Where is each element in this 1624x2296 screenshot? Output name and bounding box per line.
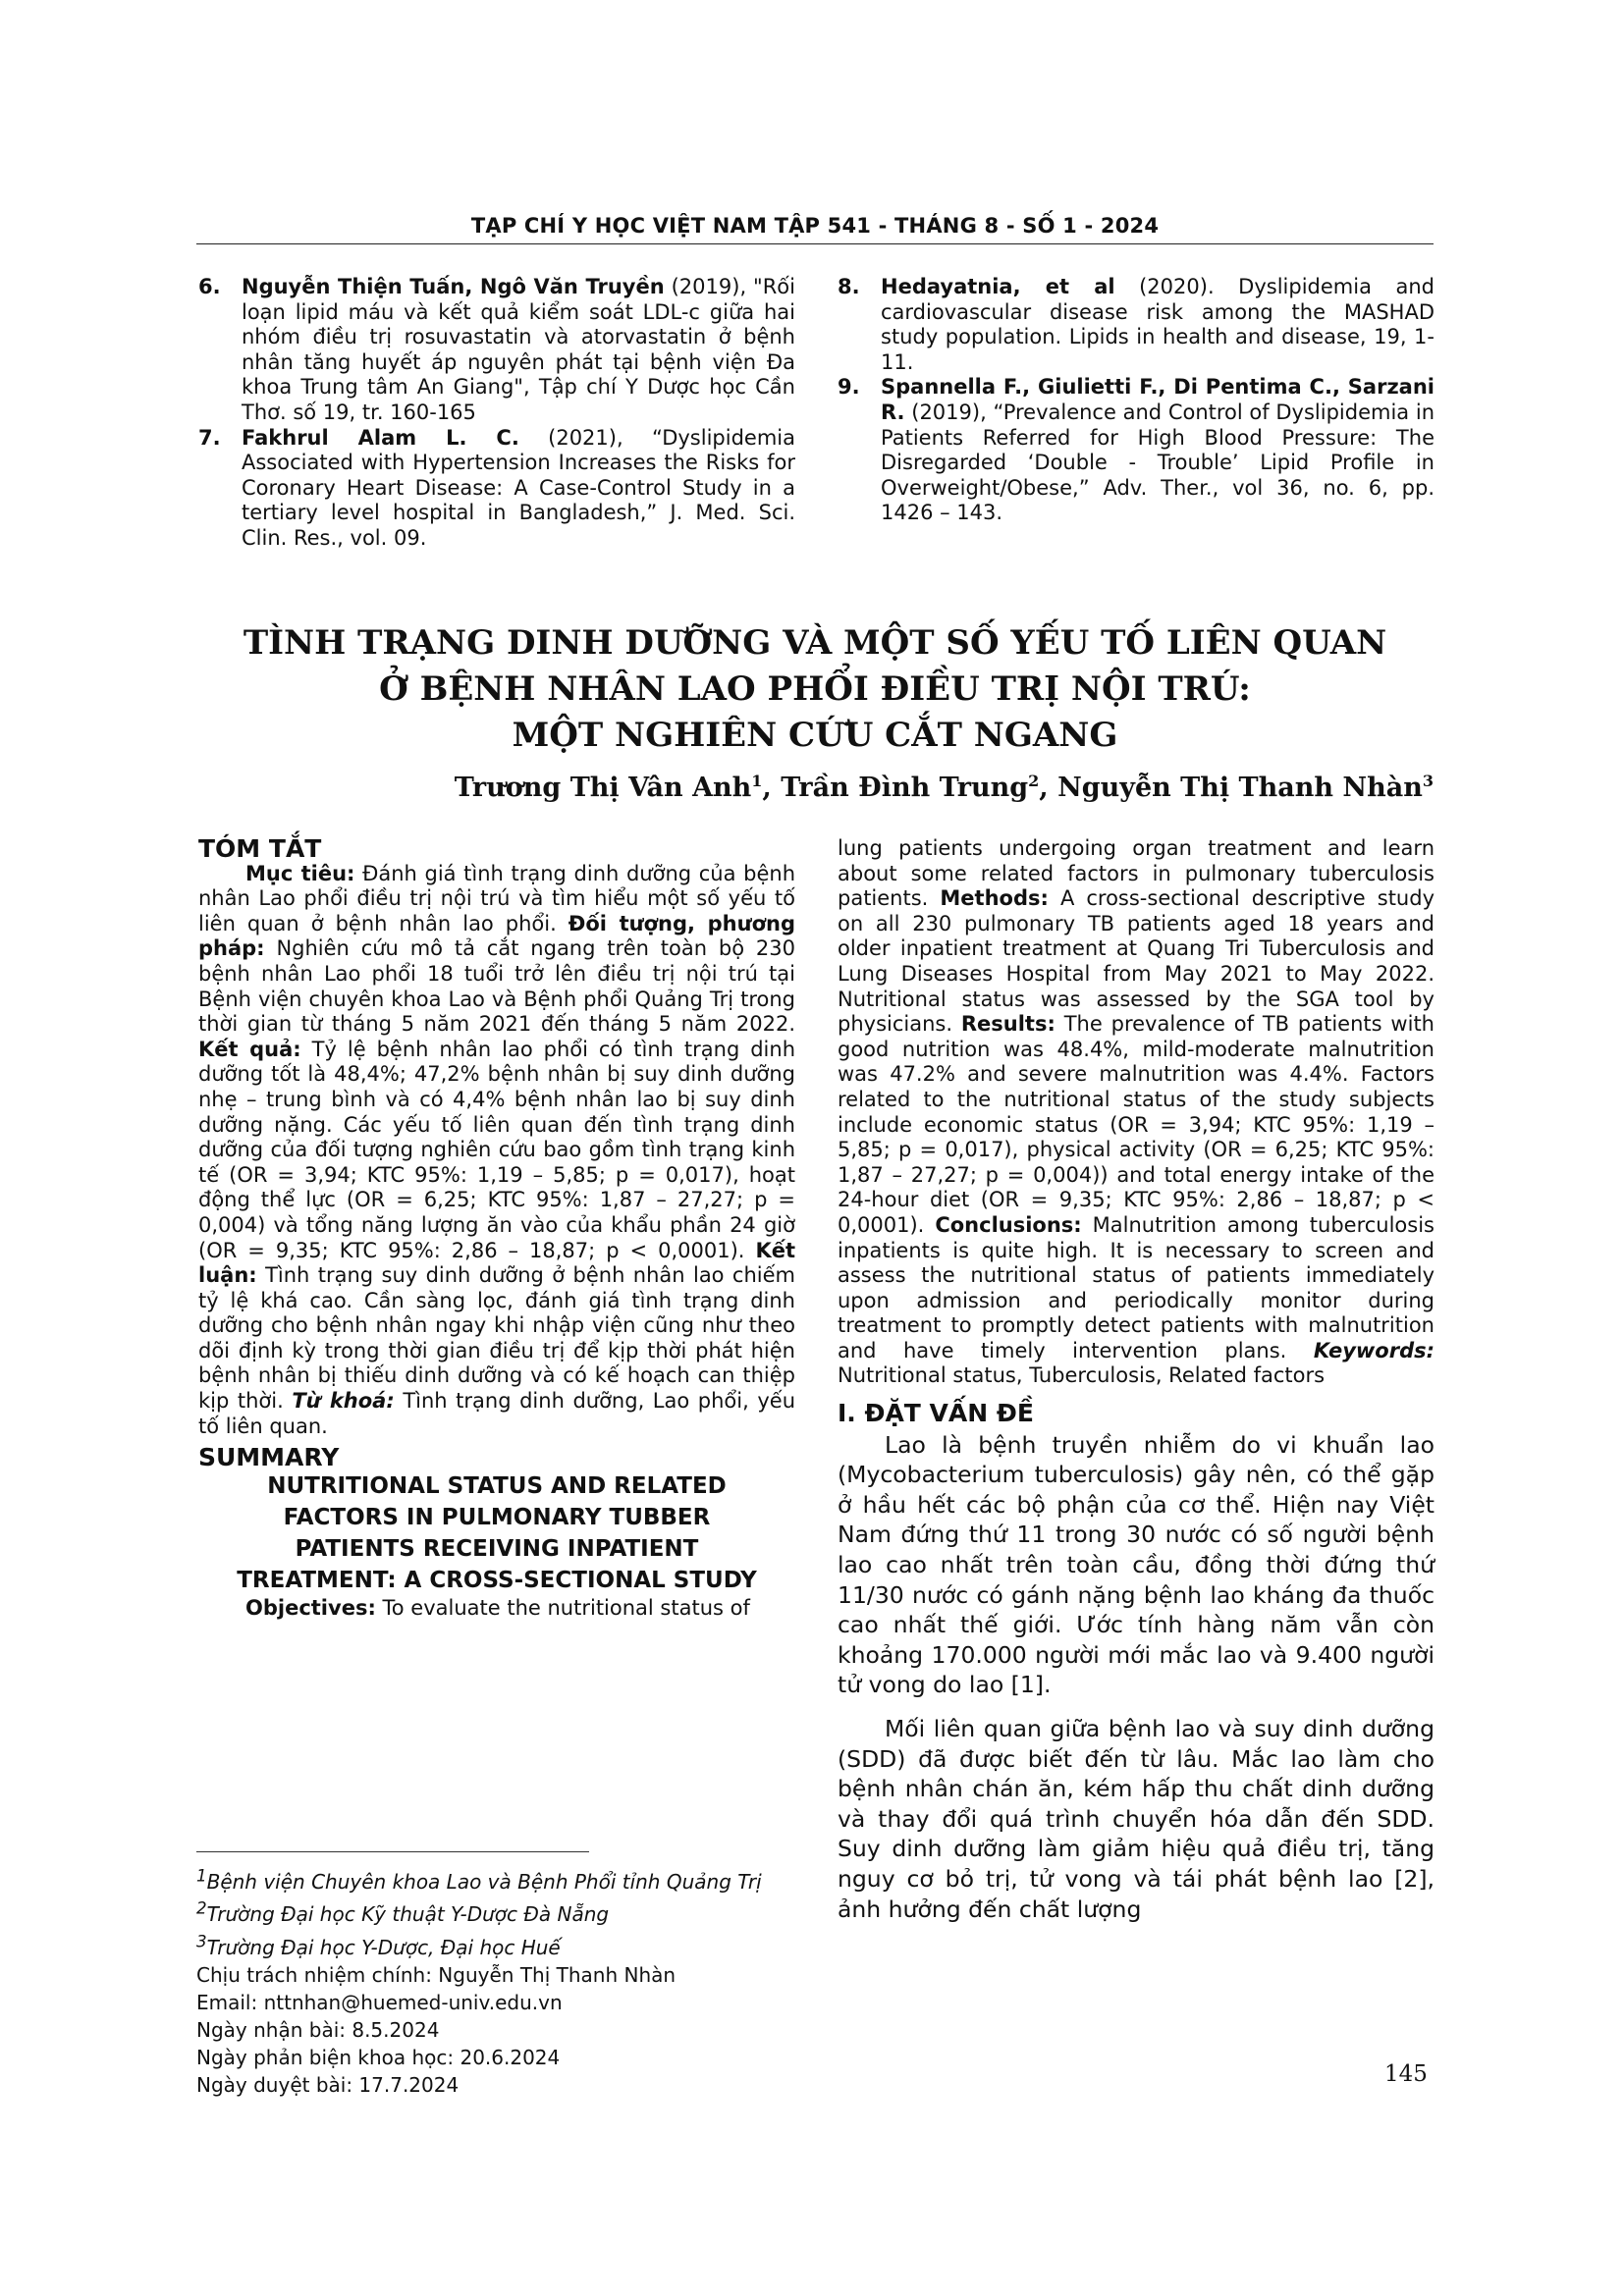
footnotes: $^1$Bệnh viện Chuyên khoa Lao và Bệnh Phổi tỉnh Quảng Trị $^2$Trường Đại học Kỹ thuật Y-Dược Đà Nẵng $^3$Trường Đại học Y-Dược, Đại học Huế Chịu trách nhiệm chính: Nguyễn Thị Thanh Nhàn Email: nttnhan@huemed-univ.edu.vn Ngày nhận bài: 8.5.2024 Ngày phản biện khoa học: 20.6.2024 Ngày duyệt bài: 17.7.2024 [196, 1866, 762, 2097]
header-rule [196, 243, 1434, 244]
abstract-heading: TÓM TẮT [198, 834, 322, 863]
intro-body [838, 1430, 1435, 1925]
reference-item: 7. Fakhrul Alam L. C. (2021), “Dyslipidemia Associated with Hypertension Increases the Risks for Coronary Heart Disease: A Case-Control Study in a tertiary level hospital in Bangladesh,” J. Med. Sci. Clin. Res., vol. 09. [198, 425, 795, 550]
references-right [838, 275, 1435, 526]
left-column [198, 836, 795, 1621]
corresponding-author: Chịu trách nhiệm chính: Nguyễn Thị Thanh Nhàn [196, 1962, 677, 1987]
author-name: Trần Đình Trung [781, 773, 1029, 803]
author-name: Trương Thị Vân Anh [454, 773, 752, 803]
reference-item: 9. Spannella F., Giulietti F., Di Pentima C., Sarzani R. (2019), “Prevalence and Control of Dyslipidemia in Patients Referred for High Blood Pressure: The Disregarded ‘Double - Trouble’ Lipid Profile in Overweight/Obese,” Adv. Ther., vol 36, no. 6, pp. 1426 – 143. [838, 375, 1435, 525]
summary-text: lung patients undergoing organ treatment and learn about some related factors in pulmonary tuberculosis patients. Methods: A cross-sectional descriptive study on all 230 pulmonary TB patients aged 18 years and older inpatient treatment at Quang Tri Tuberculosis and Lung Diseases Hospital from May 2021 to May 2022. Nutritional status was assessed by the SGA tool by physicians. Results: The prevalence of TB patients with good nutrition was 48.4%, mild-moderate malnutrition was 47.2% and severe malnutrition was 4.4%. Factors related to the nutritional status of the study subjects include economic status (OR = 3,94; KTC 95%: 1,19 – 5,85; p = 0,017), physical activity (OR = 6,25; KTC 95%: 1,87 – 27,27; p = 0,004)) and total energy intake of the 24-hour diet (OR = 9,35; KTC 95%: 2,86 – 18,87; p < 0,0001). Conclusions: Malnutrition among tuberculosis inpatients is quite high. It is necessary to screen and assess the nutritional status of patients immediately upon admission and periodically monitor during treatment to promptly detect patients with malnutrition and have timely intervention plans. Keywords: Nutritional status, Tuberculosis, Related factors [838, 836, 1435, 1388]
intro-paragraph: Mối liên quan giữa bệnh lao và suy dinh dưỡng (SDD) đã được biết đến từ lâu. Mắc lao làm cho bệnh nhân chán ăn, kém hấp thu chất dinh dưỡng và thay đổi quá trình chuyển hóa dẫn đến SDD. Suy dinh dưỡng làm giảm hiệu quả điều trị, tăng nguy cơ bỏ trị, tử vong và tái phát bệnh lao [2], ảnh hưởng đến chất lượng [838, 1715, 1435, 1923]
affiliation: Trường Đại học Y-Dược, Đại học Huế [206, 1935, 561, 1959]
affiliation: Trường Đại học Kỹ thuật Y-Dược Đà Nẵng [206, 1902, 610, 1927]
intro-paragraph: Lao là bệnh truyền nhiễm do vi khuẩn lao (Mycobacterium tuberculosis) gây nên, có thể gặp ở hầu hết các bộ phận của cơ thể. Hiện nay Việt Nam đứng thứ 11 trong 30 nước có số người bệnh lao cao nhất trên toàn cầu, đồng thời đứng thứ 11/30 nước có gánh nặng bệnh lao kháng đa thuốc cao nhất thế giới. Ước tính hàng năm vẫn còn khoảng 170.000 người mới mắc lao và 9.400 người tử vong do lao [1]. [838, 1430, 1435, 1699]
author-name: Nguyễn Thị Thanh Nhàn [1057, 773, 1423, 803]
intro-heading: I. ĐẶT VẤN ĐỀ [838, 1399, 1034, 1428]
reference-item: 8. Hedayatnia, et al (2020). Dyslipidemia and cardiovascular disease risk among the MASHAD study population. Lipids in health and disease, 19, 1-11. [838, 275, 1435, 374]
accepted-date: Ngày duyệt bài: 17.7.2024 [196, 2072, 460, 2097]
abstract-vi-text: Mục tiêu: Đánh giá tình trạng dinh dưỡng của bệnh nhân Lao phổi điều trị nội trú và tìm hiểu một số yếu tố liên quan ở bệnh nhân lao phổi. Đối tượng, phương pháp: Nghiên cứu mô tả cắt ngang trên toàn bộ 230 bệnh nhân Lao phổi 18 tuổi trở lên điều trị nội trú tại Bệnh viện chuyên khoa Lao và Bệnh phổi Quảng Trị trong thời gian từ tháng 5 năm 2021 đến tháng 5 năm 2022. Kết quả: Tỷ lệ bệnh nhân lao phổi có tình trạng dinh dưỡng tốt là 48,4%; 47,2% bệnh nhân bị suy dinh dưỡng nhẹ – trung bình và có 4,4% bệnh nhân lao bị suy dinh dưỡng nặng. Các yếu tố liên quan đến tình trạng dinh dưỡng của đối tượng nghiên cứu bao gồm tình trạng kinh tế (OR = 3,94; KTC 95%: 1,19 – 5,85; p = 0,017), hoạt động thể lực (OR = 6,25; KTC 95%: 1,87 – 27,27; p = 0,004) và tổng năng lượng ăn vào của khẩu phần 24 giờ (OR = 9,35; KTC 95%: 2,86 – 18,87; p < 0,0001). Kết luận: Tình trạng suy dinh dưỡng ở bệnh nhân lao chiếm tỷ lệ khá cao. Cần sàng lọc, đánh giá tình trạng dinh dưỡng cho bệnh nhân ngay khi nhập viện cũng như theo dõi định kỳ trong thời gian điều trị để kịp thời phát hiện bệnh nhân bị thiếu dinh dưỡng và có kế hoạch can thiệp kịp thời. Từ khoá: Tình trạng dinh dưỡng, Lao phổi, yếu tố liên quan. [198, 861, 796, 1438]
email: Email: nttnhan@huemed-univ.edu.vn [196, 1990, 563, 2014]
summary-title: NUTRITIONAL STATUS AND RELATED FACTORS IN PULMONARY TUBBER PATIENTS RECEIVING INPATIENT TREATMENT: A CROSS-SECTIONAL STUDY [237, 1472, 757, 1593]
affiliation: Bệnh viện Chuyên khoa Lao và Bệnh Phổi tỉnh Quảng Trị [206, 1869, 762, 1894]
footnote-rule [196, 1851, 589, 1852]
page-number: 145 [1384, 2061, 1428, 2087]
reviewed-date: Ngày phản biện khoa học: 20.6.2024 [196, 2045, 561, 2069]
right-column [838, 836, 1435, 1924]
references-left [198, 275, 795, 552]
summary-heading: SUMMARY [198, 1443, 340, 1472]
received-date: Ngày nhận bài: 8.5.2024 [196, 2017, 440, 2042]
article-title: TÌNH TRẠNG DINH DƯỠNG VÀ MỘT SỐ YẾU TỐ LIÊN QUAN Ở BỆNH NHÂN LAO PHỔI ĐIỀU TRỊ NỘI TRÚ: MỘT NGHIÊN CỨU CẮT NGANG [243, 623, 1387, 755]
journal-header: TẠP CHÍ Y HỌC VIỆT NAM TẬP 541 - THÁNG 8 - SỐ 1 - 2024 [470, 214, 1160, 238]
summary-text-start: Objectives: To evaluate the nutritional status of [245, 1595, 750, 1620]
reference-item: 6. Nguyễn Thiện Tuấn, Ngô Văn Truyền (2019), "Rối loạn lipid máu và kết quả kiểm soát LDL-c giữa hai nhóm điều trị rosuvastatin và atorvastatin ở bệnh nhân tăng huyết áp nguyên phát tại bệnh viện Đa khoa Trung tâm An Giang", Tập chí Y Dược học Cần Thơ. số 19, tr. 160-165 [198, 275, 795, 424]
author-list: Trương Thị Vân Anh$^1$, Trần Đình Trung$^2$, Nguyễn Thị Thanh Nhàn$^3$ [454, 772, 1434, 803]
